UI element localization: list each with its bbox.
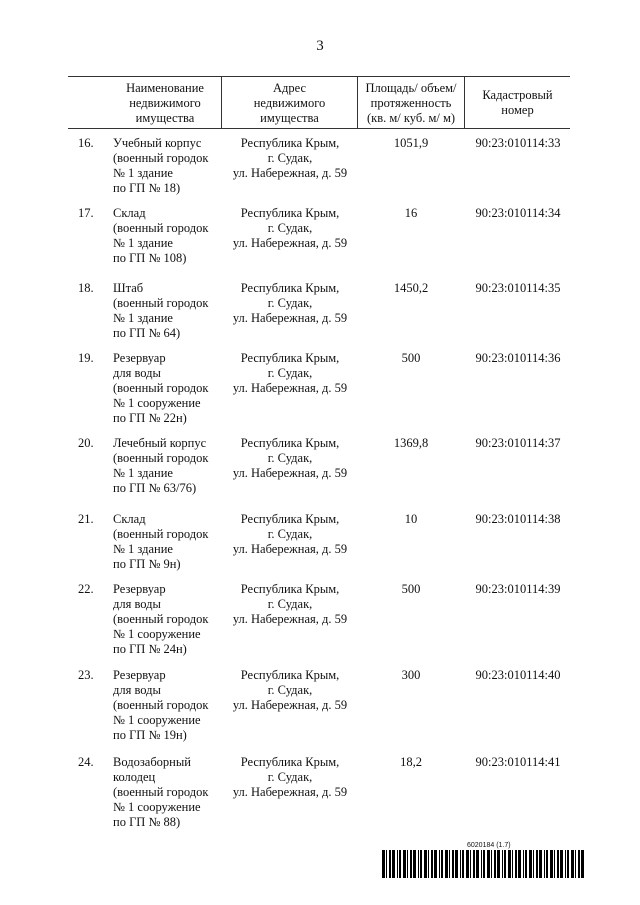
cadastral-number: 90:23:010114:41 (475, 755, 561, 769)
property-address: Республика Крым, г. Судак, ул. Набережная, д. 59 (232, 512, 348, 556)
cadastral-number: 90:23:010114:37 (475, 436, 561, 450)
row-number: 18. (78, 281, 94, 295)
property-name: Учебный корпус (военный городок № 1 здание по ГП № 18) (113, 136, 209, 195)
cadastral-number: 90:23:010114:34 (475, 206, 561, 220)
property-address: Республика Крым, г. Судак, ул. Набережная, д. 59 (232, 668, 348, 712)
header-address: Адрес недвижимого имущества (253, 81, 326, 125)
header-cadastral: Кадастровый номер (482, 88, 553, 117)
cadastral-number: 90:23:010114:35 (475, 281, 561, 295)
barcode-number: 6020184 (1.7) (467, 842, 511, 849)
property-address: Республика Крым, г. Судак, ул. Набережная, д. 59 (232, 281, 348, 325)
property-name: Штаб (военный городок № 1 здание по ГП № 64) (113, 281, 209, 340)
barcode-image (382, 850, 587, 878)
property-area: 1450,2 (393, 281, 429, 295)
property-address: Республика Крым, г. Судак, ул. Набережная, д. 59 (232, 136, 348, 180)
cadastral-number: 90:23:010114:33 (475, 136, 561, 150)
row-number: 23. (78, 668, 94, 682)
property-area: 16 (404, 206, 418, 220)
cadastral-number: 90:23:010114:38 (475, 512, 561, 526)
property-area: 1369,8 (393, 436, 429, 450)
property-area: 18,2 (400, 755, 422, 769)
property-name: Склад (военный городок № 1 здание по ГП № 9н) (113, 512, 209, 571)
property-name: Склад (военный городок № 1 здание по ГП № 108) (113, 206, 209, 265)
cadastral-number: 90:23:010114:40 (475, 668, 561, 682)
row-number: 22. (78, 582, 94, 596)
header-area: Площадь/ объем/ протяженность (кв. м/ куб. м/ м) (365, 81, 457, 125)
property-name: Резервуар для воды (военный городок № 1 сооружение по ГП № 24н) (113, 582, 209, 656)
property-address: Республика Крым, г. Судак, ул. Набережная, д. 59 (232, 436, 348, 480)
property-name: Лечебный корпус (военный городок № 1 здание по ГП № 63/76) (113, 436, 209, 495)
property-name: Водозаборный колодец (военный городок № 1 сооружение по ГП № 88) (113, 755, 209, 829)
property-area: 500 (401, 351, 421, 365)
cadastral-number: 90:23:010114:39 (475, 582, 561, 596)
property-address: Республика Крым, г. Судак, ул. Набережная, д. 59 (232, 351, 348, 395)
header-top-rule (68, 76, 570, 77)
header-bottom-rule (68, 128, 570, 129)
row-number: 16. (78, 136, 94, 150)
property-name: Резервуар для воды (военный городок № 1 сооружение по ГП № 19н) (113, 668, 209, 742)
property-area: 10 (404, 512, 418, 526)
property-area: 300 (401, 668, 421, 682)
header-name: Наименование недвижимого имущества (126, 81, 204, 125)
row-number: 19. (78, 351, 94, 365)
row-number: 24. (78, 755, 94, 769)
property-address: Республика Крым, г. Судак, ул. Набережная, д. 59 (232, 206, 348, 250)
property-address: Республика Крым, г. Судак, ул. Набережная, д. 59 (232, 582, 348, 626)
page-number: 3 (316, 38, 324, 54)
property-area: 1051,9 (393, 136, 429, 150)
property-name: Резервуар для воды (военный городок № 1 сооружение по ГП № 22н) (113, 351, 209, 425)
property-address: Республика Крым, г. Судак, ул. Набережная, д. 59 (232, 755, 348, 799)
row-number: 17. (78, 206, 94, 220)
cadastral-number: 90:23:010114:36 (475, 351, 561, 365)
row-number: 21. (78, 512, 94, 526)
property-area: 500 (401, 582, 421, 596)
row-number: 20. (78, 436, 94, 450)
